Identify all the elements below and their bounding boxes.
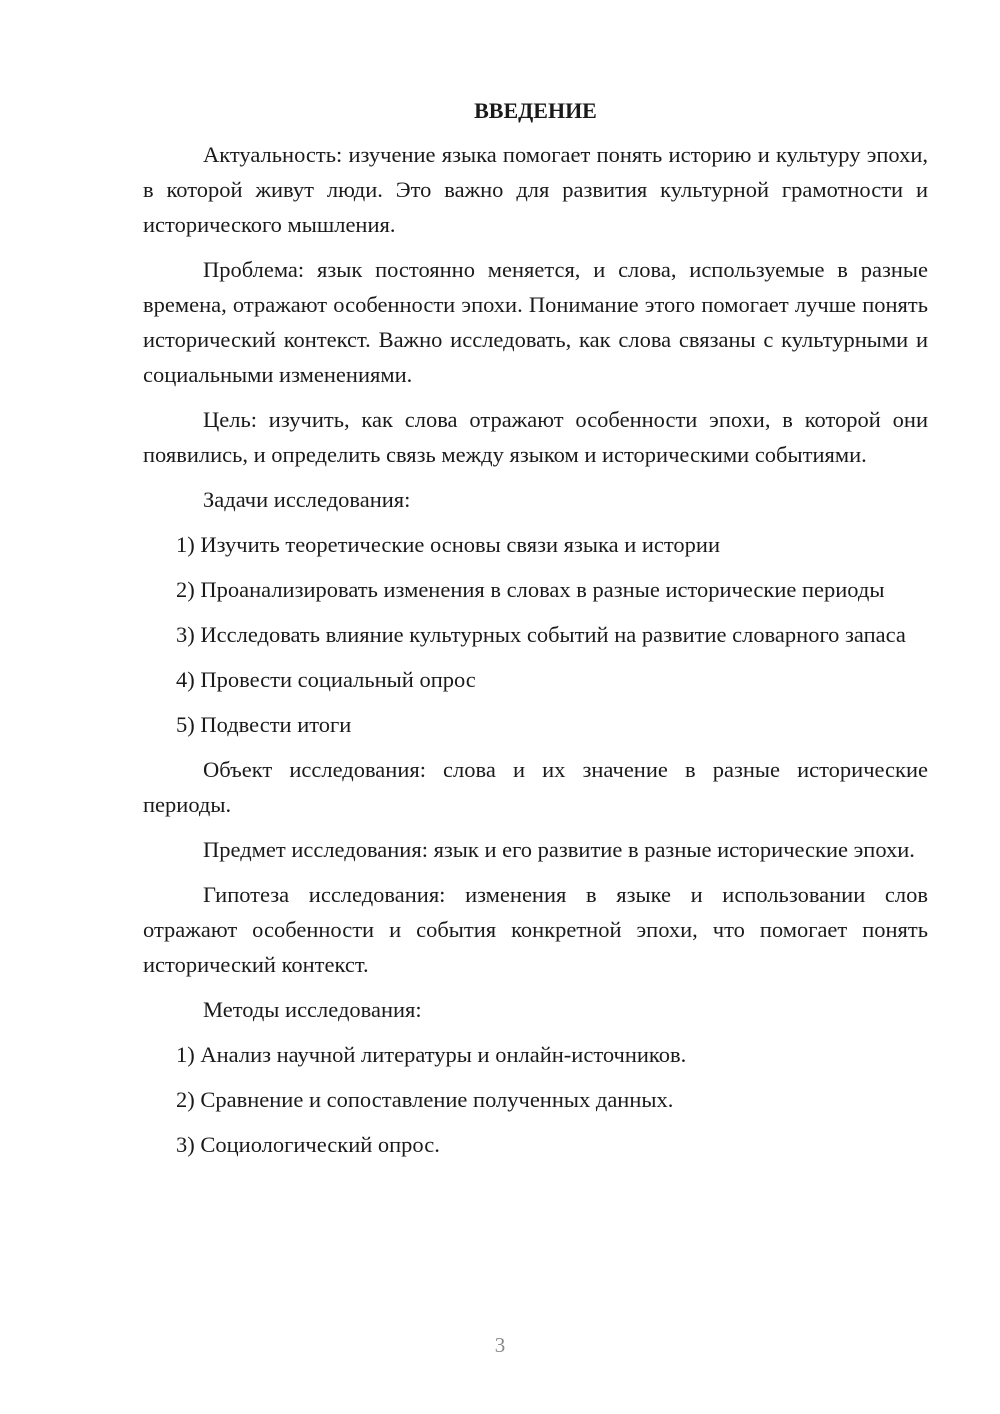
page-title: ВВЕДЕНИЕ — [474, 98, 597, 123]
hypothesis-paragraph: Гипотеза исследования: изменения в языке и использовании слов отражают особенности и события конкретной эпохи, что помогает понять исторический контекст. — [143, 882, 928, 977]
problem-paragraph: Проблема: язык постоянно меняется, и слова, используемые в разные времена, отражают особенности эпохи. Понимание этого помогает лучше понять исторический контекст. Важно исследовать, как слова связаны с культурными и социальными изменениями. — [143, 257, 928, 387]
task-item: 5) Подвести итоги — [176, 712, 352, 737]
method-item: 3) Социологический опрос. — [176, 1132, 440, 1157]
page-number: 3 — [494, 1333, 506, 1357]
goal-paragraph: Цель: изучить, как слова отражают особенности эпохи, в которой они появились, и определить связь между языком и историческими событиями. — [143, 407, 928, 467]
task-item: 4) Провести социальный опрос — [176, 667, 476, 692]
actuality-paragraph: Актуальность: изучение языка помогает понять историю и культуру эпохи, в которой живут люди. Это важно для развития культурной грамотности и исторического мышления. — [143, 142, 928, 237]
task-item: 3) Исследовать влияние культурных событий на развитие словарного запаса — [176, 622, 906, 647]
methods-heading: Методы исследования: — [203, 997, 422, 1022]
method-item: 1) Анализ научной литературы и онлайн-источников. — [176, 1042, 687, 1067]
task-item: 1) Изучить теоретические основы связи языка и истории — [176, 532, 721, 557]
subject-paragraph: Предмет исследования: язык и его развитие в разные исторические эпохи. — [203, 837, 915, 862]
object-paragraph: Объект исследования: слова и их значение в разные исторические периоды. — [143, 757, 928, 817]
tasks-heading: Задачи исследования: — [203, 487, 411, 512]
task-item: 2) Проанализировать изменения в словах в разные исторические периоды — [176, 577, 885, 602]
document-page — [143, 95, 928, 1172]
method-item: 2) Сравнение и сопоставление полученных данных. — [176, 1087, 674, 1112]
